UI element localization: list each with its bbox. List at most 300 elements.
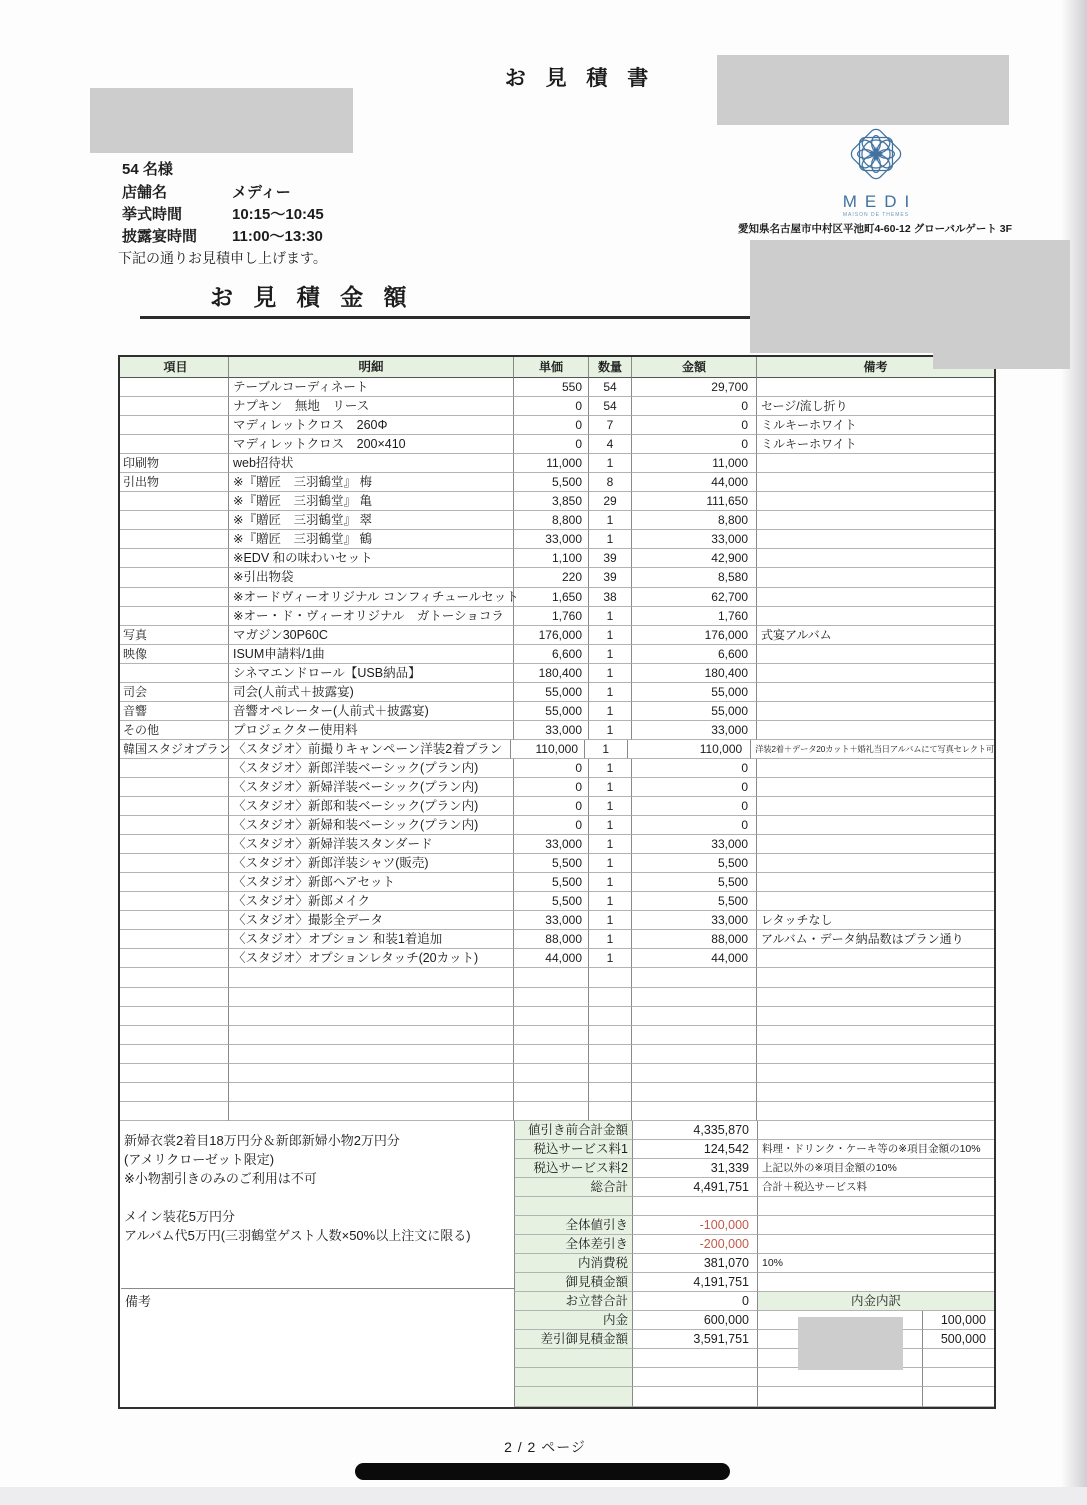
cell-qty: 39 xyxy=(589,549,632,568)
summary-label: 全体値引き xyxy=(514,1216,633,1235)
table-row xyxy=(120,759,994,778)
table-row xyxy=(120,797,994,816)
cell-unit-price: 1,100 xyxy=(514,549,589,568)
cell-note xyxy=(757,645,994,664)
cell-category xyxy=(120,588,229,607)
summary-value: -200,000 xyxy=(633,1235,758,1254)
table-header-row xyxy=(120,357,994,378)
cell-detail: ※オードヴィーオリジナル コンフィチュールセット xyxy=(229,588,514,607)
cell-amount: 33,000 xyxy=(632,911,757,930)
cell-detail: ※『贈匠 三羽鶴堂』 亀 xyxy=(229,492,514,511)
deposit-breakdown-value xyxy=(923,1368,994,1387)
cell-qty: 1 xyxy=(589,530,632,549)
summary-label: 内消費税 xyxy=(514,1254,633,1273)
summary-label: 全体差引き xyxy=(514,1235,633,1254)
cell-unit-price xyxy=(514,1045,589,1064)
header-note: 備考 xyxy=(757,357,994,378)
cell-qty xyxy=(589,1045,632,1064)
discount-note-line: 新婦衣裳2着目18万円分＆新郎新婦小物2万円分 xyxy=(124,1133,400,1148)
cell-category xyxy=(120,530,229,549)
cell-note xyxy=(757,1045,994,1064)
cell-amount: 0 xyxy=(632,435,757,454)
cell-amount: 11,000 xyxy=(632,454,757,473)
cell-unit-price: 0 xyxy=(514,778,589,797)
cell-detail xyxy=(229,1064,514,1083)
table-row xyxy=(120,588,994,607)
cell-category xyxy=(120,816,229,835)
table-row xyxy=(120,740,994,759)
heading-underline xyxy=(140,316,760,319)
cell-amount: 1,760 xyxy=(632,607,757,626)
table-row xyxy=(120,378,994,397)
cell-detail: web招待状 xyxy=(229,454,514,473)
cell-category xyxy=(120,1102,229,1121)
summary-note: 上記以外の※項目金額の10% xyxy=(758,1159,994,1178)
cell-unit-price: 33,000 xyxy=(514,835,589,854)
cell-unit-price: 5,500 xyxy=(514,854,589,873)
deposit-redacted-cell xyxy=(758,1368,923,1387)
header-detail: 明細 xyxy=(229,357,514,378)
cell-amount: 88,000 xyxy=(632,930,757,949)
header-unit-price: 単価 xyxy=(514,357,589,378)
cell-amount: 55,000 xyxy=(632,702,757,721)
cell-category: その他 xyxy=(120,721,229,740)
discount-note-line: ※小物割引きのみのご利用は不可 xyxy=(124,1171,317,1186)
cell-unit-price: 0 xyxy=(514,759,589,778)
cell-qty: 1 xyxy=(589,454,632,473)
cell-unit-price xyxy=(514,1007,589,1026)
cell-amount: 29,700 xyxy=(632,378,757,397)
cell-note xyxy=(757,854,994,873)
cell-qty xyxy=(589,1064,632,1083)
mandala-logo-icon xyxy=(845,123,907,185)
cell-unit-price: 5,500 xyxy=(514,892,589,911)
summary-label: 差引御見積金額 xyxy=(514,1330,633,1349)
field-label: 披露宴時間 xyxy=(122,228,198,245)
field-label: 店舗名 xyxy=(122,184,168,201)
cell-category xyxy=(120,607,229,626)
cell-unit-price: 0 xyxy=(514,797,589,816)
cell-category xyxy=(120,930,229,949)
cell-detail: 〈スタジオ〉新郎洋装シャツ(販売) xyxy=(229,854,514,873)
table-row xyxy=(120,873,994,892)
cell-note xyxy=(757,454,994,473)
cell-category: 音響 xyxy=(120,702,229,721)
cell-amount: 0 xyxy=(632,416,757,435)
cell-qty: 4 xyxy=(589,435,632,454)
cell-note xyxy=(757,988,994,1007)
summary-value xyxy=(633,1387,758,1406)
cell-qty: 1 xyxy=(589,626,632,645)
cell-note xyxy=(757,1026,994,1045)
summary-value: 381,070 xyxy=(633,1254,758,1273)
cell-amount xyxy=(632,988,757,1007)
table-row xyxy=(120,949,994,968)
cell-note xyxy=(757,511,994,530)
cell-amount: 176,000 xyxy=(632,626,757,645)
cell-unit-price: 5,500 xyxy=(514,873,589,892)
table-row xyxy=(120,473,994,492)
table-row xyxy=(120,416,994,435)
remarks-cell xyxy=(121,1288,514,1405)
summary-value xyxy=(633,1368,758,1387)
cell-qty xyxy=(589,988,632,1007)
cell-note: 洋装2着＋データ20カット＋婚礼当日アルバムにて写真セレクト可 xyxy=(751,740,994,759)
redaction-box-deposit-breakdown xyxy=(798,1317,903,1370)
cell-category: 写真 xyxy=(120,626,229,645)
item-rows xyxy=(120,378,994,1121)
cell-amount: 0 xyxy=(632,816,757,835)
cell-note xyxy=(757,949,994,968)
cell-qty: 1 xyxy=(589,702,632,721)
cell-amount: 180,400 xyxy=(632,664,757,683)
cell-unit-price: 6,600 xyxy=(514,645,589,664)
table-row xyxy=(120,454,994,473)
table-row xyxy=(120,568,994,587)
header-category: 項目 xyxy=(120,357,229,378)
summary-label xyxy=(514,1197,633,1216)
estimate-amount-heading: お 見 積 金 額 xyxy=(210,284,414,310)
table-row xyxy=(120,702,994,721)
cell-note xyxy=(757,816,994,835)
cell-detail: 〈スタジオ〉新婦和装ベーシック(プラン内) xyxy=(229,816,514,835)
cell-unit-price: 176,000 xyxy=(514,626,589,645)
redaction-box-company-info xyxy=(750,240,1070,353)
summary-value: 31,339 xyxy=(633,1159,758,1178)
cell-detail: 〈スタジオ〉オプションレタッチ(20カット) xyxy=(229,949,514,968)
cell-detail: ※『贈匠 三羽鶴堂』 梅 xyxy=(229,473,514,492)
cell-qty: 1 xyxy=(589,892,632,911)
cell-amount: 33,000 xyxy=(632,530,757,549)
cell-unit-price xyxy=(514,1026,589,1045)
customer-field-row xyxy=(122,181,291,202)
cell-unit-price: 44,000 xyxy=(514,949,589,968)
redaction-box-customer-name xyxy=(90,88,353,153)
summary-value xyxy=(633,1197,758,1216)
cell-qty xyxy=(589,1102,632,1121)
cell-category xyxy=(120,911,229,930)
summary-value: -100,000 xyxy=(633,1216,758,1235)
cell-category xyxy=(120,968,229,987)
cell-amount: 6,600 xyxy=(632,645,757,664)
table-row xyxy=(120,1083,994,1102)
cell-category xyxy=(120,1026,229,1045)
cell-note xyxy=(757,778,994,797)
cell-note xyxy=(757,968,994,987)
cell-qty: 1 xyxy=(589,778,632,797)
cell-unit-price: 88,000 xyxy=(514,930,589,949)
summary-label xyxy=(514,1387,633,1406)
summary-value: 124,542 xyxy=(633,1140,758,1159)
summary-value: 0 xyxy=(633,1292,758,1311)
cell-category xyxy=(120,873,229,892)
cell-qty: 38 xyxy=(589,588,632,607)
cell-detail: プロジェクター使用料 xyxy=(229,721,514,740)
table-row xyxy=(120,988,994,1007)
table-row xyxy=(120,778,994,797)
field-label: 挙式時間 xyxy=(122,206,183,223)
cell-unit-price xyxy=(514,1064,589,1083)
company-address: 愛知県名古屋市中村区平池町4-60-12 グローバルゲート 3F xyxy=(737,223,1013,235)
cell-qty: 54 xyxy=(589,397,632,416)
cell-unit-price: 0 xyxy=(514,397,589,416)
cell-amount: 44,000 xyxy=(632,473,757,492)
table-row xyxy=(120,911,994,930)
cell-category xyxy=(120,778,229,797)
cell-category xyxy=(120,511,229,530)
table-row xyxy=(120,530,994,549)
cell-detail xyxy=(229,968,514,987)
table-row xyxy=(120,645,994,664)
cell-qty xyxy=(589,968,632,987)
cell-note xyxy=(757,683,994,702)
cell-unit-price: 1,760 xyxy=(514,607,589,626)
cell-note xyxy=(757,473,994,492)
cell-qty: 1 xyxy=(589,759,632,778)
cell-detail: 〈スタジオ〉新郎洋装ベーシック(プラン内) xyxy=(229,759,514,778)
cell-category xyxy=(120,435,229,454)
cell-detail xyxy=(229,1083,514,1102)
cell-unit-price: 180,400 xyxy=(514,664,589,683)
cell-detail: 〈スタジオ〉撮影全データ xyxy=(229,911,514,930)
summary-label: 総合計 xyxy=(514,1178,633,1197)
cell-note xyxy=(757,607,994,626)
deposit-redacted-cell xyxy=(758,1387,923,1406)
cell-note xyxy=(757,721,994,740)
deposit-breakdown-header: 内金内訳 xyxy=(758,1292,994,1311)
field-value: 11:00～13:30 xyxy=(232,228,323,245)
cell-amount xyxy=(632,1026,757,1045)
summary-value: 3,591,751 xyxy=(633,1330,758,1349)
cell-category xyxy=(120,1045,229,1064)
cell-category xyxy=(120,854,229,873)
cell-unit-price: 55,000 xyxy=(514,702,589,721)
cell-unit-price: 33,000 xyxy=(514,530,589,549)
table-row xyxy=(120,968,994,987)
cell-qty: 1 xyxy=(589,816,632,835)
cell-detail: 司会(人前式＋披露宴) xyxy=(229,683,514,702)
customer-field-row xyxy=(122,225,323,246)
cell-category xyxy=(120,892,229,911)
cell-qty: 1 xyxy=(589,854,632,873)
summary-label: 値引き前合計金額 xyxy=(514,1121,633,1140)
cell-detail: ※『贈匠 三羽鶴堂』 翠 xyxy=(229,511,514,530)
cell-detail xyxy=(229,1102,514,1121)
cell-note xyxy=(757,664,994,683)
cell-unit-price: 33,000 xyxy=(514,911,589,930)
summary-label: 御見積金額 xyxy=(514,1273,633,1292)
cell-detail: 〈スタジオ〉新郎ヘアセット xyxy=(229,873,514,892)
cell-category xyxy=(120,1007,229,1026)
cell-note xyxy=(757,549,994,568)
cell-note xyxy=(757,873,994,892)
cell-qty: 39 xyxy=(589,568,632,587)
cell-qty: 1 xyxy=(589,797,632,816)
cell-amount: 33,000 xyxy=(632,721,757,740)
cell-unit-price: 0 xyxy=(514,416,589,435)
cell-category xyxy=(120,759,229,778)
table-row xyxy=(120,626,994,645)
greeting-line: 下記の通りお見積申し上げます。 xyxy=(118,250,327,266)
cell-amount: 5,500 xyxy=(632,892,757,911)
cell-amount xyxy=(632,1064,757,1083)
cell-detail xyxy=(229,1026,514,1045)
cell-category xyxy=(120,549,229,568)
summary-label xyxy=(514,1349,633,1368)
summary-label: お立替合計 xyxy=(514,1292,633,1311)
cell-unit-price: 5,500 xyxy=(514,473,589,492)
cell-qty: 29 xyxy=(589,492,632,511)
cell-amount: 0 xyxy=(632,778,757,797)
cell-qty: 8 xyxy=(589,473,632,492)
cell-amount: 0 xyxy=(632,797,757,816)
table-row xyxy=(120,1007,994,1026)
cell-note: アルバム・データ納品数はプラン通り xyxy=(757,930,994,949)
redaction-box-company-info-tail xyxy=(933,352,1070,369)
deposit-breakdown-value: 500,000 xyxy=(923,1330,994,1349)
page-number: 2 / 2 ページ xyxy=(504,1439,586,1455)
cell-category xyxy=(120,664,229,683)
summary-label: 税込サービス料2 xyxy=(514,1159,633,1178)
cell-qty: 1 xyxy=(589,721,632,740)
field-value: メディー xyxy=(232,184,291,201)
table-row xyxy=(120,549,994,568)
cell-detail: ※EDV 和の味わいセット xyxy=(229,549,514,568)
cell-amount: 0 xyxy=(632,397,757,416)
summary-note xyxy=(758,1235,994,1254)
cell-category xyxy=(120,378,229,397)
cell-qty: 1 xyxy=(589,683,632,702)
cell-note: ミルキーホワイト xyxy=(757,435,994,454)
cell-note xyxy=(757,568,994,587)
table-row xyxy=(120,930,994,949)
cell-unit-price: 11,000 xyxy=(514,454,589,473)
table-row xyxy=(120,1045,994,1064)
customer-field-row xyxy=(122,203,324,224)
summary-note xyxy=(758,1197,994,1216)
cell-detail: ISUM申請料/1曲 xyxy=(229,645,514,664)
cell-note xyxy=(757,797,994,816)
company-tagline: MAISON DE THEMES xyxy=(842,212,910,218)
cell-qty: 54 xyxy=(589,378,632,397)
cell-category xyxy=(120,797,229,816)
summary-value: 4,335,870 xyxy=(633,1121,758,1140)
summary-value: 4,191,751 xyxy=(633,1273,758,1292)
cell-qty: 1 xyxy=(585,740,628,759)
table-row xyxy=(120,683,994,702)
cell-qty: 1 xyxy=(589,911,632,930)
cell-category: 映像 xyxy=(120,645,229,664)
cell-detail: 〈スタジオ〉新郎メイク xyxy=(229,892,514,911)
cell-qty: 1 xyxy=(589,930,632,949)
summary-note xyxy=(758,1121,994,1140)
summary-label xyxy=(514,1368,633,1387)
cell-detail: ナプキン 無地 リース xyxy=(229,397,514,416)
cell-unit-price: 0 xyxy=(514,816,589,835)
cell-amount: 33,000 xyxy=(632,835,757,854)
table-row xyxy=(120,511,994,530)
field-value: 10:15～10:45 xyxy=(232,206,324,223)
cell-unit-price: 8,800 xyxy=(514,511,589,530)
cell-category xyxy=(120,568,229,587)
cell-qty xyxy=(589,1007,632,1026)
cell-category xyxy=(120,835,229,854)
cell-note: 式宴アルバム xyxy=(757,626,994,645)
scan-edge-bottom xyxy=(0,1487,1087,1505)
cell-amount: 5,500 xyxy=(632,854,757,873)
table-row xyxy=(120,816,994,835)
cell-category xyxy=(120,397,229,416)
document-title: お 見 積 書 xyxy=(504,67,656,90)
cell-note xyxy=(757,1064,994,1083)
cell-amount xyxy=(632,1045,757,1064)
cell-qty: 1 xyxy=(589,664,632,683)
cell-unit-price xyxy=(514,988,589,1007)
redaction-box-top-right xyxy=(717,55,1009,125)
table-row xyxy=(120,397,994,416)
guest-count: 54 名様 xyxy=(122,161,173,178)
summary-note xyxy=(758,1273,994,1292)
cell-detail: マディレットクロス 260Φ xyxy=(229,416,514,435)
cell-note xyxy=(757,492,994,511)
cell-category: 印刷物 xyxy=(120,454,229,473)
cell-detail: テーブルコーディネート xyxy=(229,378,514,397)
redaction-bar-bottom xyxy=(355,1463,730,1480)
cell-category xyxy=(120,949,229,968)
cell-detail: ※オー・ド・ヴィーオリジナル ガトーショコラ xyxy=(229,607,514,626)
cell-note xyxy=(757,1007,994,1026)
cell-detail: ※引出物袋 xyxy=(229,568,514,587)
cell-note: セージ/流し折り xyxy=(757,397,994,416)
cell-unit-price: 550 xyxy=(514,378,589,397)
cell-unit-price xyxy=(514,1102,589,1121)
cell-detail: ※『贈匠 三羽鶴堂』 鶴 xyxy=(229,530,514,549)
summary-value xyxy=(633,1349,758,1368)
cell-amount: 110,000 xyxy=(628,740,752,759)
cell-note xyxy=(757,835,994,854)
cell-amount: 8,800 xyxy=(632,511,757,530)
cell-qty: 1 xyxy=(589,645,632,664)
deposit-breakdown-value xyxy=(923,1387,994,1406)
cell-category xyxy=(120,988,229,1007)
company-name: MEDI xyxy=(842,192,918,211)
cell-category: 韓国スタジオプラン xyxy=(120,740,229,759)
cell-detail: 音響オペレーター(人前式＋披露宴) xyxy=(229,702,514,721)
cell-unit-price: 33,000 xyxy=(514,721,589,740)
cell-note: レタッチなし xyxy=(757,911,994,930)
cell-unit-price: 0 xyxy=(514,435,589,454)
discount-notes-block xyxy=(121,1121,513,1288)
deposit-breakdown-value: 100,000 xyxy=(923,1311,994,1330)
summary-note: 料理・ドリンク・ケーキ等の※項目金額の10% xyxy=(758,1140,994,1159)
cell-category xyxy=(120,416,229,435)
table-row xyxy=(120,492,994,511)
table-row xyxy=(120,1064,994,1083)
table-row xyxy=(120,607,994,626)
header-qty: 数量 xyxy=(589,357,632,378)
cell-unit-price: 3,850 xyxy=(514,492,589,511)
cell-category xyxy=(120,1064,229,1083)
cell-detail: マガジン30P60C xyxy=(229,626,514,645)
cell-detail xyxy=(229,988,514,1007)
cell-note xyxy=(757,759,994,778)
discount-note-line: (アメリクローゼット限定) xyxy=(124,1152,275,1167)
cell-category xyxy=(120,1083,229,1102)
cell-amount: 8,580 xyxy=(632,568,757,587)
summary-value: 600,000 xyxy=(633,1311,758,1330)
cell-detail xyxy=(229,1007,514,1026)
discount-note-line: アルバム代5万円(三羽鶴堂ゲスト人数×50%以上注文に限る) xyxy=(124,1228,471,1243)
